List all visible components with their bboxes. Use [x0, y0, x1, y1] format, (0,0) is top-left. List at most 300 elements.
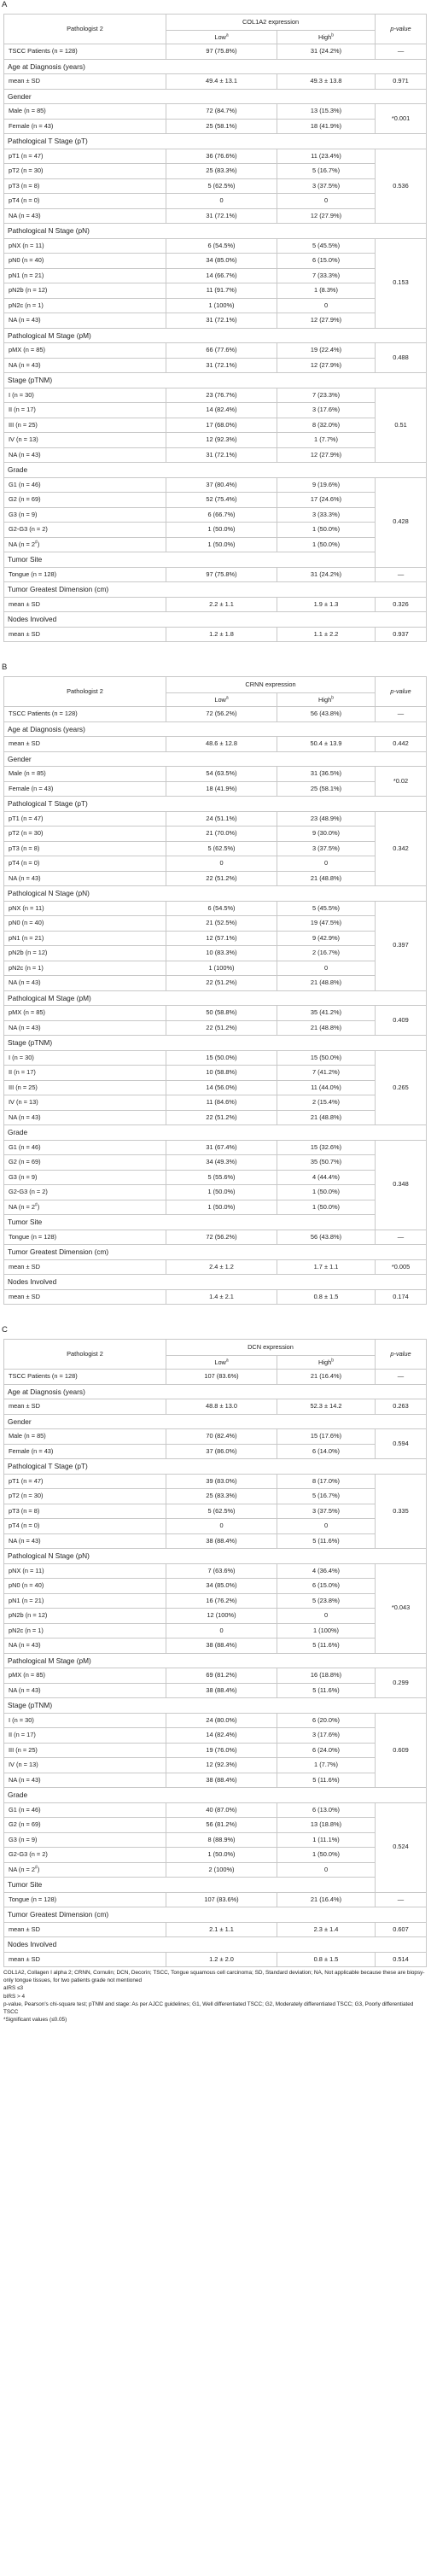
- table-row: [4, 767, 427, 782]
- low-header: [166, 31, 277, 44]
- low-cell: 31 (72.1%): [166, 208, 277, 224]
- row-label: [4, 493, 166, 508]
- high-cell: 0: [277, 298, 376, 313]
- low-cell: 1 (50.0%): [166, 1185, 277, 1200]
- low-cell: 12 (92.3%): [166, 1758, 277, 1773]
- row-label: [4, 1743, 166, 1758]
- section-row: [4, 224, 427, 239]
- row-label-text: I (n = 30): [9, 1715, 34, 1724]
- table-row: [4, 164, 427, 179]
- section-row: [4, 612, 427, 628]
- high-cell: 1 (11.1%): [277, 1832, 376, 1848]
- table-row: [4, 1593, 427, 1609]
- row-label-text: pMX (n = 85): [9, 1008, 45, 1016]
- high-cell: 31 (24.2%): [277, 44, 376, 60]
- row-label: [4, 567, 166, 582]
- row-label: [4, 254, 166, 269]
- section-title: Stage (pTNM): [4, 1036, 427, 1051]
- row-label: [4, 1609, 166, 1624]
- low-cell: 25 (58.1%): [166, 119, 277, 134]
- table-row: [4, 627, 427, 642]
- header-row: [4, 677, 427, 693]
- row-label: [4, 976, 166, 991]
- low-cell: 1 (50.0%): [166, 1848, 277, 1863]
- pvalue-cell: 0.174: [376, 1289, 427, 1305]
- table-row: [4, 1743, 427, 1758]
- table-row: [4, 418, 427, 433]
- low-header-text: Low: [214, 1358, 226, 1366]
- section-row: [4, 1215, 427, 1230]
- low-cell: 5 (62.5%): [166, 841, 277, 856]
- section-title: Pathological N Stage (pN): [4, 1549, 427, 1564]
- table-row: [4, 1140, 427, 1155]
- pvalue-cell: *0.02: [376, 767, 427, 797]
- low-header: [166, 693, 277, 707]
- high-cell: 1 (50.0%): [277, 1848, 376, 1863]
- low-header: [166, 1356, 277, 1370]
- table-row: [4, 1638, 427, 1654]
- row-label: [4, 104, 166, 120]
- pvalue-cell: 0.607: [376, 1922, 427, 1937]
- low-cell: 22 (51.2%): [166, 871, 277, 886]
- table-row: [4, 827, 427, 842]
- row-label: [4, 1504, 166, 1519]
- low-cell: 17 (68.0%): [166, 418, 277, 433]
- table-row: [4, 1609, 427, 1624]
- table-row: [4, 1006, 427, 1021]
- pvalue-cell: 0.335: [376, 1474, 427, 1549]
- table-row: [4, 871, 427, 886]
- low-cell: 0: [166, 194, 277, 209]
- table-row: [4, 1623, 427, 1638]
- section-title: Gender: [4, 751, 427, 767]
- low-cell: 1.2 ± 2.0: [166, 1952, 277, 1967]
- section-title: Gender: [4, 89, 427, 104]
- footnote-low-text: aIRS ≤3: [3, 1985, 24, 1992]
- table-row: [4, 1370, 427, 1385]
- row-label: [4, 477, 166, 493]
- high-cell: 0.8 ± 1.5: [277, 1289, 376, 1305]
- row-label: [4, 1370, 166, 1385]
- pvalue-header: [376, 15, 427, 44]
- high-cell: 5 (11.6%): [277, 1773, 376, 1788]
- pathologist-header: Pathologist 2: [4, 1340, 166, 1370]
- low-cell: 72 (84.7%): [166, 104, 277, 120]
- pvalue-header-text: p-value: [390, 687, 411, 695]
- low-cell: 14 (82.4%): [166, 1728, 277, 1744]
- table-row: [4, 313, 427, 329]
- low-cell: 31 (67.4%): [166, 1140, 277, 1155]
- low-cell: 19 (76.0%): [166, 1743, 277, 1758]
- table-row: [4, 1155, 427, 1171]
- row-label: [4, 1230, 166, 1245]
- row-label: [4, 1848, 166, 1863]
- pvalue-cell: 0.265: [376, 1050, 427, 1125]
- pvalue-cell: —: [376, 1370, 427, 1385]
- low-cell: 107 (83.6%): [166, 1370, 277, 1385]
- row-label-text: Male (n = 85): [9, 1432, 46, 1440]
- low-cell: 6 (54.5%): [166, 901, 277, 916]
- row-label-text: pT2 (n = 30): [9, 1492, 44, 1499]
- high-cell: 0: [277, 1519, 376, 1534]
- section-row: [4, 1549, 427, 1564]
- table-row: [4, 737, 427, 752]
- row-label: [4, 537, 166, 552]
- row-label: [4, 1579, 166, 1594]
- pathologist-header: Pathologist 2: [4, 15, 166, 44]
- high-cell: 17 (24.6%): [277, 493, 376, 508]
- low-cell: 38 (88.4%): [166, 1773, 277, 1788]
- high-cell: 5 (11.6%): [277, 1533, 376, 1549]
- low-cell: 1 (50.0%): [166, 537, 277, 552]
- pvalue-cell: *0.001: [376, 104, 427, 134]
- row-label-text: IV (n = 13): [9, 1761, 38, 1768]
- low-cell: 1.4 ± 2.1: [166, 1289, 277, 1305]
- high-cell: 35 (41.2%): [277, 1006, 376, 1021]
- pvalue-cell: 0.524: [376, 1802, 427, 1892]
- row-label-text: mean ± SD: [9, 1954, 40, 1963]
- high-cell: 11 (44.0%): [277, 1080, 376, 1095]
- high-cell: 16 (18.8%): [277, 1668, 376, 1684]
- pvalue-cell: 0.536: [376, 149, 427, 224]
- row-label: [4, 1593, 166, 1609]
- row-label: [4, 268, 166, 283]
- high-cell: 31 (36.5%): [277, 767, 376, 782]
- low-cell: 72 (56.2%): [166, 707, 277, 722]
- high-cell: 9 (19.6%): [277, 477, 376, 493]
- high-header: [277, 1356, 376, 1370]
- row-label-text: mean ± SD: [9, 599, 40, 608]
- row-label-text: NA (n = 2: [9, 1202, 36, 1211]
- high-cell: 35 (50.7%): [277, 1155, 376, 1171]
- row-label: [4, 283, 166, 299]
- row-label-end: ): [37, 1202, 40, 1211]
- row-label: [4, 1399, 166, 1415]
- row-label: [4, 149, 166, 164]
- table-row: [4, 1728, 427, 1744]
- row-label-text: G3 (n = 9): [9, 1835, 38, 1843]
- row-label-text: III (n = 25): [9, 1745, 38, 1754]
- high-cell: 1.1 ± 2.2: [277, 627, 376, 642]
- row-label: [4, 1006, 166, 1021]
- high-cell: 1 (50.0%): [277, 1200, 376, 1215]
- section-row: [4, 1653, 427, 1668]
- section-title: Grade: [4, 463, 427, 478]
- high-cell: 3 (37.5%): [277, 1504, 376, 1519]
- table-row: [4, 507, 427, 523]
- row-label: [4, 1563, 166, 1579]
- high-cell: 5 (45.5%): [277, 238, 376, 254]
- row-label-text: mean ± SD: [9, 629, 40, 638]
- row-label-text: G2 (n = 69): [9, 1820, 41, 1828]
- section-title: Pathological M Stage (pM): [4, 1653, 427, 1668]
- section-row: [4, 1125, 427, 1141]
- table-row: [4, 403, 427, 418]
- high-cell: 6 (24.0%): [277, 1743, 376, 1758]
- row-label-text: pN0 (n = 40): [9, 256, 44, 264]
- low-cell: 38 (88.4%): [166, 1683, 277, 1698]
- row-label: [4, 1110, 166, 1125]
- row-label: [4, 1289, 166, 1305]
- high-cell: 6 (13.0%): [277, 1802, 376, 1818]
- section-row: [4, 1036, 427, 1051]
- high-cell: 19 (22.4%): [277, 343, 376, 359]
- section-title: Age at Diagnosis (years): [4, 1384, 427, 1399]
- row-label: [4, 507, 166, 523]
- high-cell: 3 (33.3%): [277, 507, 376, 523]
- expression-header: DCN expression: [166, 1340, 376, 1356]
- table-row: [4, 298, 427, 313]
- panel-gap: [0, 1305, 431, 1325]
- high-cell: 7 (33.3%): [277, 268, 376, 283]
- row-label: [4, 74, 166, 90]
- row-label-text: IV (n = 13): [9, 435, 38, 443]
- row-label-text: G3 (n = 9): [9, 510, 38, 518]
- section-row: [4, 1788, 427, 1803]
- row-label-text: NA (n = 43): [9, 1113, 41, 1121]
- section-title: Tumor Greatest Dimension (cm): [4, 1907, 427, 1923]
- pvalue-cell: —: [376, 707, 427, 722]
- row-label-sup: #: [35, 1202, 38, 1208]
- row-label: [4, 164, 166, 179]
- table-row: [4, 1110, 427, 1125]
- footnote-abbreviations: COL1A2, Collagen I alpha 2; CRNN, Cornulin; DCN, Decorin; TSCC, Tongue squamous cell carcinoma; SD, Standard deviation; NA, Not applicable because these are biopsy-only tongue tissues, for two patients grade not mentioned: [3, 1970, 425, 1984]
- row-label: [4, 1429, 166, 1445]
- section-title: Tumor Site: [4, 1215, 427, 1230]
- row-label: [4, 781, 166, 797]
- row-label-text: NA (n = 43): [9, 1023, 41, 1031]
- low-cell: 21 (70.0%): [166, 827, 277, 842]
- low-cell: 7 (63.6%): [166, 1563, 277, 1579]
- pvalue-cell: 0.442: [376, 737, 427, 752]
- low-cell: 52 (75.4%): [166, 493, 277, 508]
- low-cell: 49.4 ± 13.1: [166, 74, 277, 90]
- low-cell: 39 (83.0%): [166, 1474, 277, 1489]
- table-row: [4, 254, 427, 269]
- row-label: [4, 627, 166, 642]
- row-label-text: mean ± SD: [9, 1402, 40, 1410]
- low-cell: 23 (76.7%): [166, 388, 277, 403]
- row-label: [4, 931, 166, 946]
- high-cell: 1 (7.7%): [277, 1758, 376, 1773]
- table-row: [4, 1922, 427, 1937]
- row-label: [4, 418, 166, 433]
- row-label-text: pNX (n = 11): [9, 1566, 44, 1574]
- high-cell: 1 (100%): [277, 1623, 376, 1638]
- section-row: [4, 134, 427, 149]
- section-row: [4, 463, 427, 478]
- high-cell: 0.8 ± 1.5: [277, 1952, 376, 1967]
- row-label-text: Male (n = 85): [9, 769, 46, 777]
- row-label: [4, 827, 166, 842]
- pvalue-cell: 0.594: [376, 1429, 427, 1459]
- table-row: [4, 493, 427, 508]
- table-row: [4, 537, 427, 552]
- table-row: [4, 1020, 427, 1036]
- row-label-text: pN2c (n = 1): [9, 1626, 44, 1634]
- table-row: [4, 194, 427, 209]
- section-row: [4, 328, 427, 343]
- row-label-text: G3 (n = 9): [9, 1172, 38, 1181]
- section-row: [4, 552, 427, 568]
- row-label-text: pN2b (n = 12): [9, 1611, 48, 1619]
- section-title: Pathological M Stage (pM): [4, 328, 427, 343]
- low-cell: 0: [166, 856, 277, 872]
- row-label-sup: #: [35, 1865, 38, 1871]
- row-label-text: Tongue (n = 128): [9, 1232, 57, 1241]
- high-cell: 6 (20.0%): [277, 1713, 376, 1728]
- row-label: [4, 194, 166, 209]
- section-title: Pathological N Stage (pN): [4, 224, 427, 239]
- section-row: [4, 1878, 427, 1893]
- low-cell: 1.2 ± 1.8: [166, 627, 277, 642]
- pvalue-cell: 0.428: [376, 477, 427, 567]
- high-cell: 1 (50.0%): [277, 1185, 376, 1200]
- low-cell: 48.6 ± 12.8: [166, 737, 277, 752]
- high-cell: 21 (48.8%): [277, 1020, 376, 1036]
- row-label: [4, 1020, 166, 1036]
- section-row: [4, 1384, 427, 1399]
- row-label: [4, 523, 166, 538]
- row-label-text: pMX (n = 85): [9, 346, 45, 353]
- low-header-text: Low: [214, 696, 226, 704]
- high-cell: 0: [277, 856, 376, 872]
- panel-label: A: [2, 0, 8, 9]
- section-title: Stage (pTNM): [4, 373, 427, 388]
- section-row: [4, 1275, 427, 1290]
- table-row: [4, 208, 427, 224]
- high-cell: 13 (15.3%): [277, 104, 376, 120]
- row-label-text: mean ± SD: [9, 77, 40, 85]
- low-cell: 31 (72.1%): [166, 447, 277, 463]
- high-cell: 9 (30.0%): [277, 827, 376, 842]
- row-label-text: mean ± SD: [9, 1925, 40, 1933]
- pvalue-header-text: p-value: [390, 1350, 411, 1358]
- table-row: [4, 1848, 427, 1863]
- row-label-text: pT2 (n = 30): [9, 166, 44, 174]
- expression-header: CRNN expression: [166, 677, 376, 693]
- section-title: Gender: [4, 1414, 427, 1429]
- table-row: [4, 1474, 427, 1489]
- section-title: Stage (pTNM): [4, 1698, 427, 1714]
- high-cell: 7 (41.2%): [277, 1066, 376, 1081]
- table-row: [4, 1399, 427, 1415]
- expression-table: [3, 14, 427, 642]
- row-label-text: pN2c (n = 1): [9, 301, 44, 309]
- row-label-text: III (n = 25): [9, 420, 38, 429]
- table-row: [4, 44, 427, 60]
- table-row: [4, 811, 427, 827]
- table-row: [4, 1773, 427, 1788]
- table-row: [4, 931, 427, 946]
- pvalue-header: [376, 1340, 427, 1370]
- low-cell: 11 (91.7%): [166, 283, 277, 299]
- row-label: [4, 178, 166, 194]
- high-cell: 0: [277, 1609, 376, 1624]
- high-cell: 18 (41.9%): [277, 119, 376, 134]
- low-cell: 8 (88.9%): [166, 1832, 277, 1848]
- section-title: Tumor Site: [4, 552, 427, 568]
- row-label-text: pN0 (n = 40): [9, 919, 44, 926]
- low-cell: 12 (100%): [166, 1609, 277, 1624]
- high-header-text: High: [318, 696, 332, 704]
- row-label: [4, 1638, 166, 1654]
- low-cell: 34 (85.0%): [166, 254, 277, 269]
- high-cell: 12 (27.9%): [277, 358, 376, 373]
- low-cell: 15 (50.0%): [166, 1050, 277, 1066]
- row-label-text: mean ± SD: [9, 739, 40, 747]
- high-cell: 21 (16.4%): [277, 1370, 376, 1385]
- row-label: [4, 1728, 166, 1744]
- row-label: [4, 1155, 166, 1171]
- pvalue-cell: 0.299: [376, 1668, 427, 1698]
- row-label: [4, 811, 166, 827]
- high-cell: 50.4 ± 13.9: [277, 737, 376, 752]
- high-cell: 3 (17.6%): [277, 403, 376, 418]
- high-cell: 4 (36.4%): [277, 1563, 376, 1579]
- row-label: [4, 1892, 166, 1907]
- pvalue-cell: —: [376, 1230, 427, 1245]
- row-label: [4, 1862, 166, 1878]
- pathologist-header: Pathologist 2: [4, 677, 166, 707]
- table-row: [4, 1713, 427, 1728]
- row-label: [4, 208, 166, 224]
- pvalue-cell: 0.348: [376, 1140, 427, 1230]
- row-label: [4, 1922, 166, 1937]
- section-row: [4, 751, 427, 767]
- row-label: [4, 388, 166, 403]
- row-label-text: pMX (n = 85): [9, 1671, 45, 1679]
- row-label: [4, 1952, 166, 1967]
- table-row: [4, 388, 427, 403]
- low-cell: 97 (75.8%): [166, 44, 277, 60]
- row-label-text: II (n = 17): [9, 1731, 36, 1738]
- table-footnotes: [3, 1969, 426, 2024]
- low-cell: 2.1 ± 1.1: [166, 1922, 277, 1937]
- high-cell: 1 (7.7%): [277, 433, 376, 448]
- row-label: [4, 856, 166, 872]
- section-row: [4, 1459, 427, 1475]
- expression-header: COL1A2 expression: [166, 15, 376, 31]
- row-label-text: Female (n = 43): [9, 1446, 54, 1455]
- high-cell: 8 (17.0%): [277, 1474, 376, 1489]
- table-row: [4, 1504, 427, 1519]
- section-title: Nodes Involved: [4, 612, 427, 628]
- section-title: Pathological N Stage (pN): [4, 886, 427, 902]
- row-label-text: NA (n = 43): [9, 450, 41, 459]
- row-label-text: G2-G3 (n = 2): [9, 1850, 48, 1858]
- high-cell: 9 (42.9%): [277, 931, 376, 946]
- row-label: [4, 1623, 166, 1638]
- section-title: Pathological T Stage (pT): [4, 1459, 427, 1475]
- row-label-text: II (n = 17): [9, 1068, 36, 1076]
- high-header-text: High: [318, 33, 332, 41]
- section-title: Tumor Site: [4, 1878, 427, 1893]
- table-row: [4, 1862, 427, 1878]
- row-label-text: Male (n = 85): [9, 107, 46, 114]
- row-label-text: IV (n = 13): [9, 1098, 38, 1106]
- table-row: [4, 1429, 427, 1445]
- row-label-text: G2-G3 (n = 2): [9, 1188, 48, 1195]
- table-row: [4, 781, 427, 797]
- table-row: [4, 1230, 427, 1245]
- row-label-end: ): [37, 1865, 40, 1873]
- row-label: [4, 1200, 166, 1215]
- footnote-significance: *Significant values (≤0.05): [3, 2017, 67, 2024]
- section-title: Tumor Greatest Dimension (cm): [4, 1245, 427, 1260]
- high-cell: 21 (48.8%): [277, 976, 376, 991]
- table-row: [4, 1533, 427, 1549]
